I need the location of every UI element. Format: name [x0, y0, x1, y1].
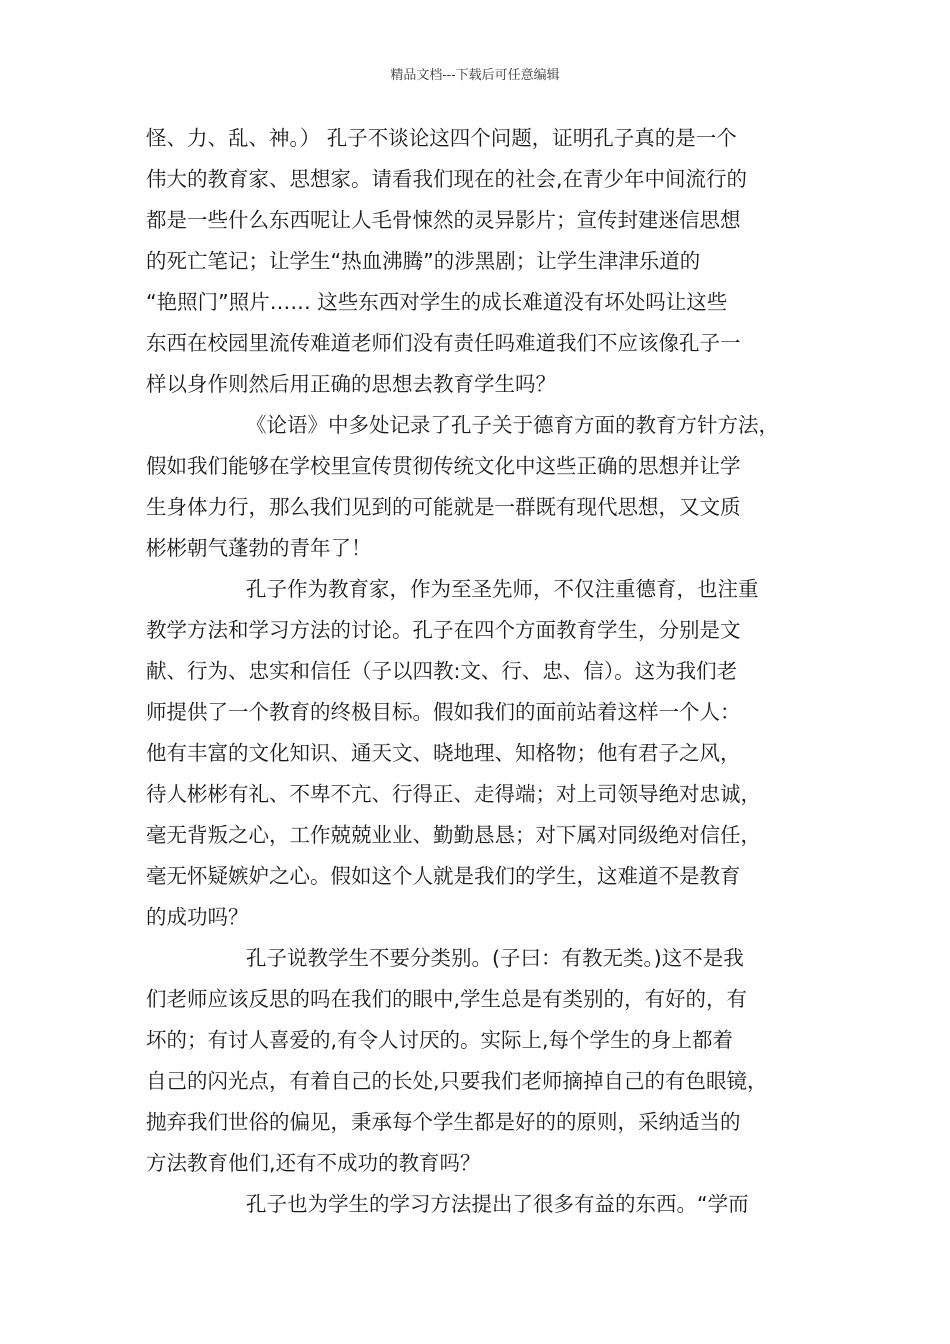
text-line: 生身体力行，那么我们见到的可能就是一群既有现代思想，又文质 [146, 495, 741, 519]
document-body [146, 118, 826, 1225]
text-line: 方法教育他们,还有不成功的教育吗？ [146, 1151, 481, 1175]
text-line: 献、行为、忠实和信任（子以四教:文、行、忠、信）。这为我们老 [146, 659, 738, 683]
text-line: 的成功吗？ [146, 905, 249, 929]
text-line: 毫无背叛之心，工作兢兢业业、勤勤恳恳；对下属对同级绝对信任， [146, 823, 761, 847]
text-line: 毫无怀疑嫉妒之心。假如这个人就是我们的学生，这难道不是教育 [146, 864, 741, 888]
page-header: 精品文档---下载后可任意编辑 [390, 68, 560, 83]
text-line: 都是一些什么东西呢让人毛骨悚然的灵异影片；宣传封建迷信思想 [146, 208, 741, 232]
text-line: 自己的闪光点，有着自己的长处,只要我们老师摘掉自己的有色眼镜， [146, 1069, 768, 1093]
text-line: 孔子也为学生的学习方法提出了很多有益的东西。“学而 [246, 1192, 749, 1216]
text-line: 样以身作则然后用正确的思想去教育学生吗？ [146, 372, 556, 396]
text-line: 伟大的教育家、思想家。请看我们现在的社会,在青少年中间流行的 [146, 167, 748, 191]
text-line: 的死亡笔记；让学生“热血沸腾”的涉黑剧；让学生津津乐道的 [146, 249, 701, 273]
text-line: 教学方法和学习方法的讨论。孔子在四个方面教育学生，分别是文 [146, 618, 741, 642]
text-line: 他有丰富的文化知识、通天文、晓地理、知格物；他有君子之风， [146, 741, 741, 765]
text-line: 待人彬彬有礼、不卑不亢、行得正、走得端；对上司领导绝对忠诚， [146, 782, 761, 806]
text-line: 东西在校园里流传难道老师们没有责任吗难道我们不应该像孔子一 [146, 331, 741, 355]
text-line: 师提供了一个教育的终极目标。假如我们的面前站着这样一个人： [146, 700, 741, 724]
text-line: 怪、力、乱、神。） 孔子不谈论这四个问题，证明孔子真的是一个 [146, 126, 737, 150]
text-line: 抛弃我们世俗的偏见，秉承每个学生都是好的的原则，采纳适当的 [146, 1110, 741, 1134]
text-line: 《论语》中多处记录了孔子关于德育方面的教育方针方法， [246, 413, 779, 437]
text-line: 孔子说教学生不要分类别。(子曰：有教无类。)这不是我 [246, 946, 744, 970]
text-line: 孔子作为教育家，作为至圣先师，不仅注重德育，也注重 [246, 577, 759, 601]
text-line: 彬彬朝气蓬勃的青年了！ [146, 536, 372, 560]
text-line: 坏的；有讨人喜爱的,有令人讨厌的。实际上,每个学生的身上都着 [146, 1028, 734, 1052]
text-line: 假如我们能够在学校里宣传贯彻传统文化中这些正确的思想并让学 [146, 454, 741, 478]
text-line: 们老师应该反思的吗在我们的眼中,学生总是有类别的，有好的，有 [146, 987, 748, 1011]
text-line: “艳照门”照片…… 这些东西对学生的成长难道没有坏处吗让这些 [146, 290, 728, 314]
